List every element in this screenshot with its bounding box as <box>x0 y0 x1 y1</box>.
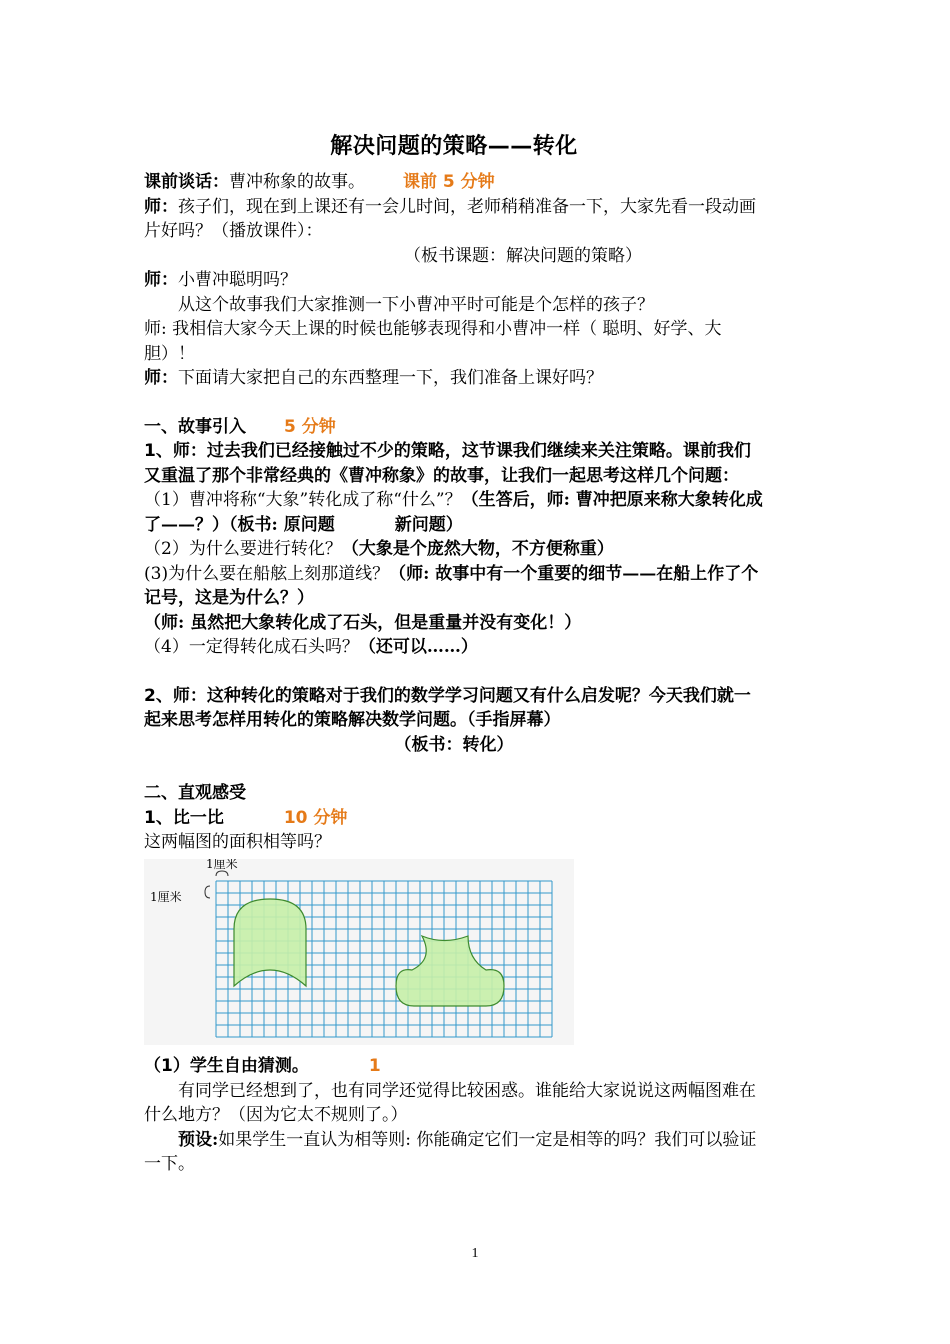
pre-line-5: 师: 我相信大家今天上课的时候也能够表现得和小曹冲一样（ 聪明、好学、大胆）！ <box>144 319 722 364</box>
section2-question: 这两幅图的面积相等吗？ <box>144 832 331 852</box>
pre-line-6: 师：下面请大家把自己的东西整理一下，我们准备上课好吗？ <box>144 368 603 388</box>
step1-time: 1 <box>368 1056 381 1076</box>
pre-line-4: 从这个故事我们大家推测一下小曹冲平时可能是个怎样的孩子？ <box>178 294 654 315</box>
pre-talk-line <box>144 170 764 195</box>
pre-talk-text: 曹冲称象的故事。 <box>229 172 365 192</box>
page-title: 解决问题的策略——转化 <box>330 134 578 159</box>
page-number: 1 <box>471 1246 479 1261</box>
section1-paragraph1: 1、师：过去我们已经接触过不少的策略，这节课我们继续来关注策略。课前我们又重温了那个非常经典的《曹冲称象》的故事，让我们一起思考这样几个问题： <box>144 441 751 486</box>
figure-background <box>144 859 574 1045</box>
board-note-2: （板书：转化） <box>394 734 514 755</box>
area-comparison-figure <box>144 859 574 1045</box>
question-3-note: （师: 虽然把大象转化成了石头，但是重量并没有变化！） <box>144 612 582 633</box>
pre-line-1: 师：孩子们，现在到上课还有一会儿时间，老师稍稍准备一下，大家先看一段动画片好吗？（播放课件）： <box>144 196 756 241</box>
section1-time: 5 分钟 <box>284 416 336 437</box>
section1-heading: 一、故事引入 5 分钟 <box>144 416 336 437</box>
board-note-1: （板书课题：解决问题的策略） <box>404 245 642 266</box>
label-1cm-left: 1厘米 <box>150 889 182 904</box>
step1-line: （1）学生自由猜测。 1 <box>144 1056 381 1076</box>
question-2: （2）为什么要进行转化？（大象是个庞然大物，不方便称重） <box>144 539 614 559</box>
preset-line: 预设:如果学生一直认为相等则: 你能确定它们一定是相等的吗？我们可以验证一下。 <box>144 1129 757 1174</box>
question-3: (3)为什么要在船舷上刻那道线？（师: 故事中有一个重要的细节——在船上作了个记号，这是为什么？） <box>144 563 759 608</box>
pre-talk-label: 课前谈话： <box>144 172 229 192</box>
pre-line-3: 师：小曹冲聪明吗？ <box>144 270 297 290</box>
step1-text: 有同学已经想到了，也有同学还觉得比较困惑。谁能给大家说说这两幅图难在什么地方？（因为它太不规则了。） <box>144 1080 756 1125</box>
pre-talk-time: 课前 5 分钟 <box>403 172 495 192</box>
section1-paragraph2: 2、师：这种转化的策略对于我们的数学学习问题又有什么启发呢？今天我们就一起来思考怎样用转化的策略解决数学问题。（手指屏幕） <box>144 685 751 730</box>
section2-time: 10 分钟 <box>283 807 348 828</box>
label-1cm-top: 1厘米 <box>206 858 238 871</box>
document-body <box>144 132 764 1177</box>
question-1: （1）曹冲将称“大象”转化成了称“什么”？（生答后，师: 曹冲把原来称大象转化成了——？）（板书: 原问题 新问题） <box>144 490 763 535</box>
section2-heading: 二、直观感受 <box>144 783 246 803</box>
section2-sub: 1、比一比 10 分钟 <box>144 807 348 828</box>
question-4: （4）一定得转化成石头吗？（还可以……） <box>144 637 478 657</box>
